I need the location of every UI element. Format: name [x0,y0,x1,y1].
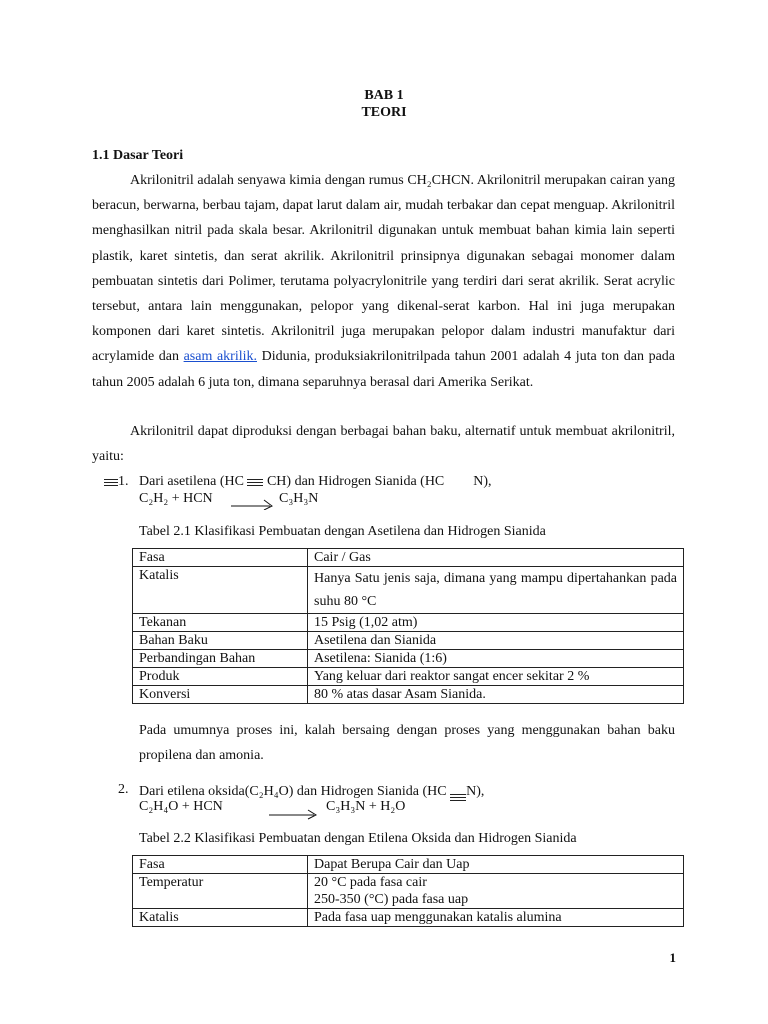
table-cell: Asetilena: Sianida (1:6) [308,650,684,668]
list-item-1-text-b: CH) dan Hidrogen Sianida (HC [266,474,445,489]
page-number: 1 [669,950,676,965]
reaction-arrow-icon [268,805,320,821]
table-cell: Tekanan [133,614,308,632]
list-item-1-text [139,474,492,490]
reaction-2-reactants: C₂H₄O + HCN [139,799,223,814]
table-1 [132,548,684,704]
table-cell: Fasa [133,856,308,874]
table-cell: Produk [133,668,308,686]
list-number: 2. [118,782,129,797]
table-cell: Katalis [133,567,308,614]
table-cell: Cair / Gas [308,549,684,567]
list-item-1-text-a: Dari asetilena (HC [139,474,244,489]
table-row [133,632,684,650]
triple-bond-icon [450,792,466,802]
paragraph-intro-tail: Didunia, produksiakrilonitrilpada tahun 2001 adalah 4 juta ton dan pada tahun 2005 adalah 6 juta ton, dimana separuhnya berasal dari Amerika Serikat. [92,349,675,390]
chapter-number: BAB 1 [364,88,404,103]
table-cell: Konversi [133,686,308,704]
table-row [133,686,684,704]
table-cell: 20 °C pada fasa cair 250-350 (°C) pada fasa uap [308,874,684,909]
table-row [133,668,684,686]
list-item-1 [104,474,129,490]
paragraph-intro [92,168,675,395]
triple-bond-icon [247,477,263,487]
list-item-1-text-c: N), [473,474,492,489]
table-cell: 80 % atas dasar Asam Sianida. [308,686,684,704]
table-row [133,614,684,632]
table-2 [132,855,684,927]
table-cell: Hanya Satu jenis saja, dimana yang mampu dipertahankan pada suhu 80 °C [308,567,684,614]
table-row [133,650,684,668]
table-1-caption: Tabel 2.1 Klasifikasi Pembuatan dengan Asetilena dan Hidrogen Sianida [139,524,546,539]
table-row [133,874,684,909]
reaction-1-reactants: C₂H₂ + HCN [139,491,213,506]
asam-akrilik-link[interactable]: asam akrilik. [183,349,257,365]
table-row [133,549,684,567]
table-cell: Pada fasa uap menggunakan katalis alumina [308,909,684,927]
table-cell: Katalis [133,909,308,927]
reaction-arrow-icon [230,494,276,510]
paragraph-alternatives-text: Akrilonitril dapat diproduksi dengan berbagai bahan baku, alternatif untuk membuat akrilonitril, yaitu: [92,424,675,465]
table-cell: 15 Psig (1,02 atm) [308,614,684,632]
table-cell: Perbandingan Bahan [133,650,308,668]
list-number: 1. [118,474,129,489]
table-cell: Dapat Berupa Cair dan Uap [308,856,684,874]
table-cell: Temperatur [133,874,308,909]
list-item-2-text-c: N), [466,784,485,800]
table-row [133,567,684,614]
reaction-1-product: C₃H₃N [279,491,319,506]
paragraph-comparison: Pada umumnya proses ini, kalah bersaing dengan proses yang menggunakan bahan baku propilena dan amonia. [139,723,675,764]
section-heading: 1.1 Dasar Teori [92,148,184,163]
table-2-caption: Tabel 2.2 Klasifikasi Pembuatan dengan Etilena Oksida dan Hidrogen Sianida [139,831,577,846]
triple-bond-icon [104,477,118,487]
paragraph-alternatives [92,419,675,469]
table-cell: Fasa [133,549,308,567]
chapter-title: TEORI [361,105,407,120]
table-cell: Bahan Baku [133,632,308,650]
table-row [133,909,684,927]
table-cell: Asetilena dan Sianida [308,632,684,650]
table-row [133,856,684,874]
reaction-2-product: C₃H₃N + H₂O [326,799,406,814]
paragraph-intro-text: Akrilonitril adalah senyawa kimia dengan rumus CH₂CHCN. Akrilonitril merupakan cairan yang beracun, berwarna, berbau tajam, dapat larut dalam air, mudah terbakar dan cepat menguap. Akrilonitril menghasilkan nitril pada skala besar. Akrilonitril digunakan untuk membuat bahan kimia lain seperti plastik, karet sintetis, dan serat akrilik. Akrilonitril prinsipnya digunakan sebagai monomer dalam pembuatan sintetis dari Polimer, terutama polyacrylonitrile yang terdiri dari serat akrilik. Serat acrylic tersebut, antara lain menggunakan, pelopor yang dikenal-serat karbon. Hal ini juga merupakan komponen dari karet sintetis. Akrilonitril juga merupakan pelopor dalam industri manufaktur dari acrylamide dan [92,173,675,365]
table-cell: Yang keluar dari reaktor sangat encer sekitar 2 % [308,668,684,686]
list-item-2-text-a: Dari etilena oksida(C₂H₄O) dan Hidrogen Sianida (HC [139,784,447,800]
